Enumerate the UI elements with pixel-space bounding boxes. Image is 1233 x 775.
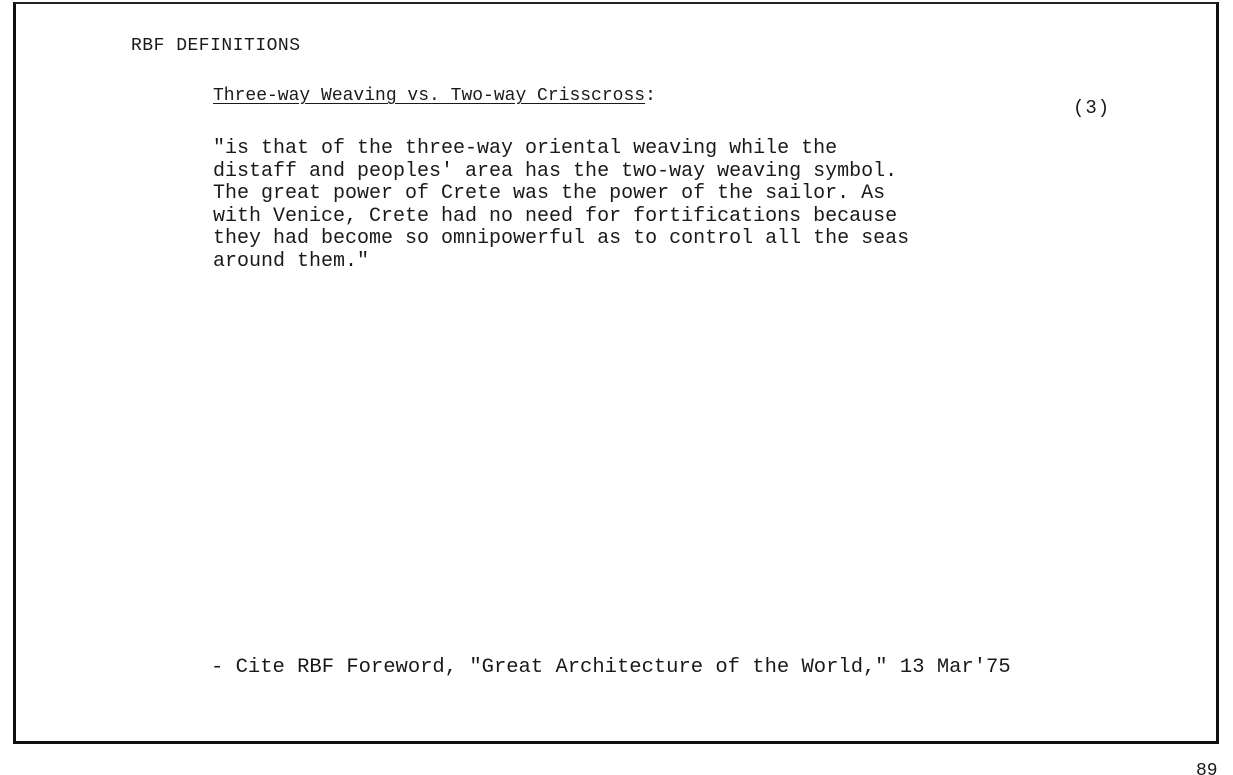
quote-line: around them." [213, 249, 370, 273]
definition-heading [213, 86, 656, 106]
card-header: RBF DEFINITIONS [131, 36, 301, 56]
quote-line: with Venice, Crete had no need for fortifications because [213, 204, 898, 228]
card-number: (3) [1073, 97, 1111, 119]
quote-line: "is that of the three-way oriental weaving while the [213, 137, 838, 160]
quote-line: The great power of Crete was the power of the sailor. As [213, 182, 886, 205]
page-number-mark: 89 [1196, 762, 1218, 775]
quote-text [213, 138, 1053, 273]
heading-title: Three-way Weaving vs. Two-way Crisscross [213, 86, 646, 106]
heading-suffix: : [645, 86, 656, 106]
citation: - Cite RBF Foreword, "Great Architecture of the World," 13 Mar'75 [211, 656, 1011, 679]
definition-card [13, 2, 1219, 744]
quote-line: distaff and peoples' area has the two-way weaving symbol. [213, 159, 898, 183]
quote-line: they had become so omnipowerful as to control all the seas [213, 227, 910, 250]
